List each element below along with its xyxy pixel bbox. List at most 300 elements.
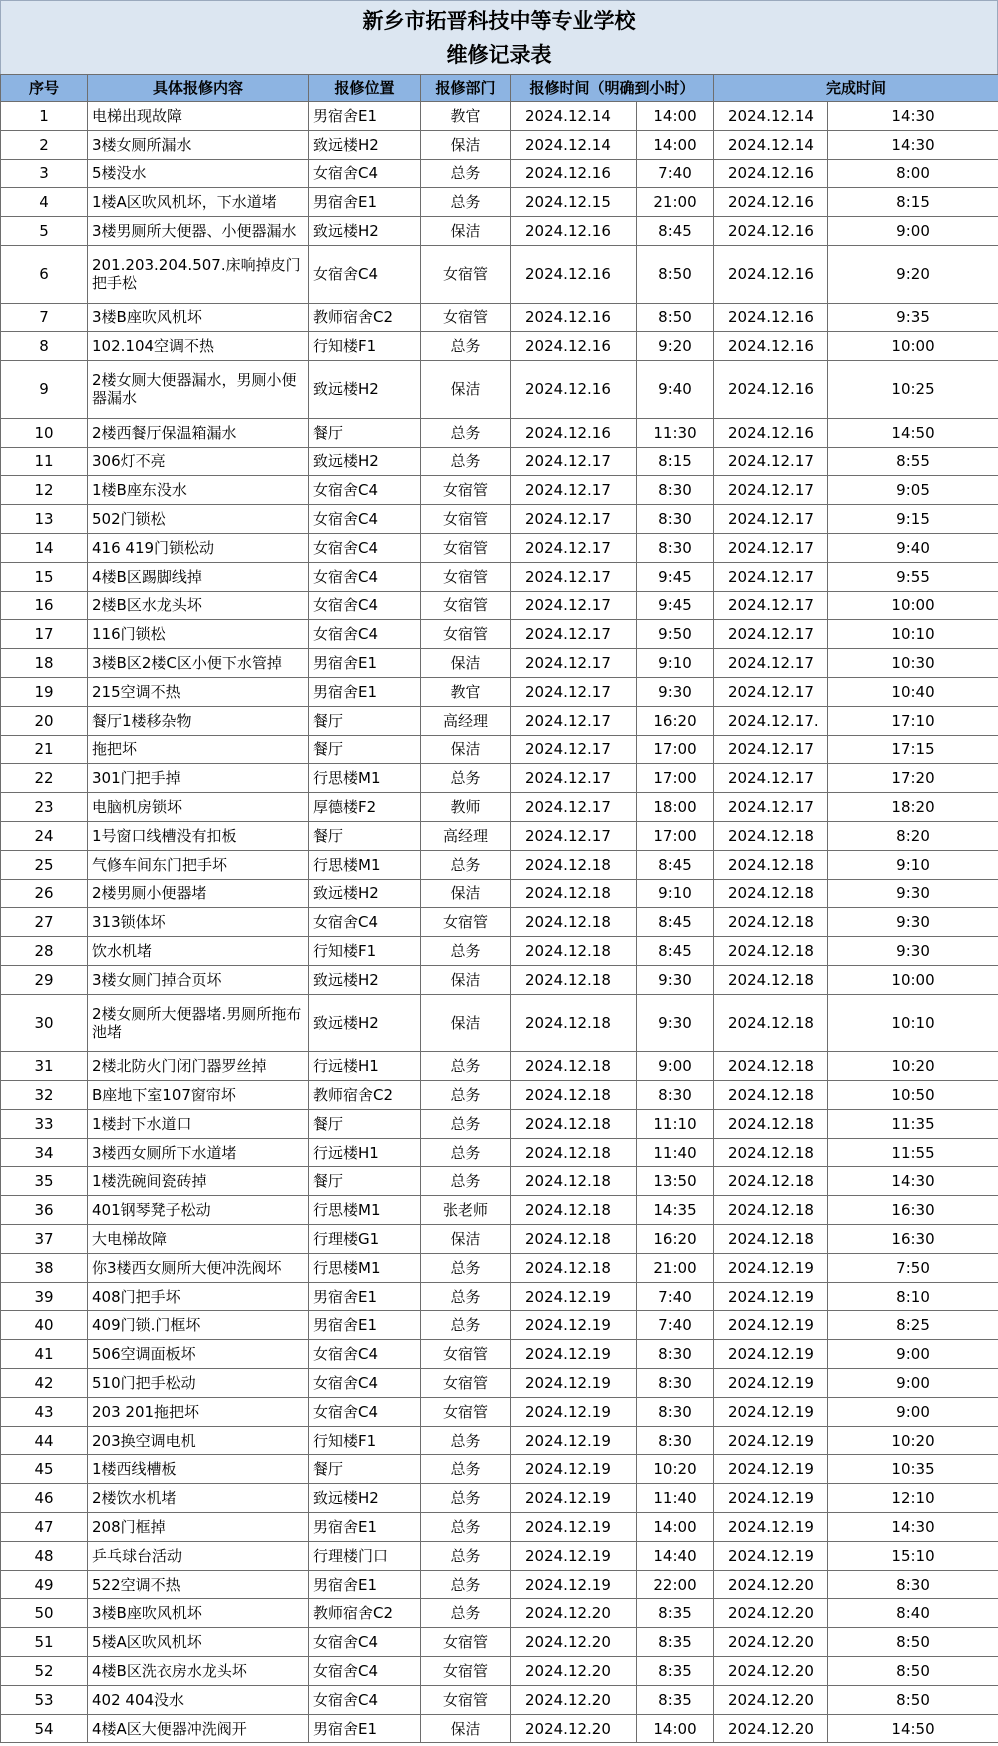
row-index: 48: [1, 1541, 88, 1570]
row-finish-date: 2024.12.14: [714, 130, 828, 159]
row-department: 总务: [421, 332, 511, 361]
row-content: 2楼北防火门闭门器罗丝掉: [88, 1052, 309, 1081]
row-finish-date: 2024.12.18: [714, 1196, 828, 1225]
row-content: 5楼没水: [88, 159, 309, 188]
row-finish-date: 2024.12.16: [714, 303, 828, 332]
row-department: 张老师: [421, 1196, 511, 1225]
row-department: 保洁: [421, 130, 511, 159]
row-report-date: 2024.12.19: [511, 1570, 637, 1599]
row-department: 总务: [421, 1570, 511, 1599]
table-row: [1, 677, 998, 706]
row-report-date: 2024.12.19: [511, 1340, 637, 1369]
row-location: 致远楼H2: [309, 994, 421, 1052]
row-department: 总务: [421, 1541, 511, 1570]
row-location: 致远楼H2: [309, 965, 421, 994]
table-row: [1, 505, 998, 534]
row-finish-time: 10:25: [828, 361, 998, 419]
row-finish-date: 2024.12.19: [714, 1311, 828, 1340]
row-index: 14: [1, 533, 88, 562]
table-row: [1, 994, 998, 1052]
sheet-title: 维修记录表: [446, 42, 552, 67]
table-row: [1, 793, 998, 822]
row-index: 8: [1, 332, 88, 361]
row-finish-date: 2024.12.18: [714, 908, 828, 937]
row-report-date: 2024.12.14: [511, 102, 637, 131]
row-report-date: 2024.12.20: [511, 1599, 637, 1628]
row-report-time: 7:40: [637, 1311, 714, 1340]
row-finish-date: 2024.12.19: [714, 1397, 828, 1426]
row-finish-time: 7:50: [828, 1253, 998, 1282]
row-report-time: 8:30: [637, 476, 714, 505]
row-index: 12: [1, 476, 88, 505]
row-content: 301门把手掉: [88, 764, 309, 793]
row-location: 行知楼F1: [309, 937, 421, 966]
row-report-time: 8:30: [637, 1397, 714, 1426]
row-finish-date: 2024.12.19: [714, 1484, 828, 1513]
row-index: 25: [1, 850, 88, 879]
row-location: 女宿舍C4: [309, 1685, 421, 1714]
row-content: 401钢琴凳子松动: [88, 1196, 309, 1225]
row-location: 女宿舍C4: [309, 1340, 421, 1369]
row-index: 2: [1, 130, 88, 159]
row-report-time: 21:00: [637, 188, 714, 217]
row-content: 3楼女厕所漏水: [88, 130, 309, 159]
row-content: 电脑机房锁坏: [88, 793, 309, 822]
row-index: 36: [1, 1196, 88, 1225]
row-finish-time: 9:30: [828, 908, 998, 937]
row-content: 522空调不热: [88, 1570, 309, 1599]
row-finish-date: 2024.12.18: [714, 994, 828, 1052]
row-finish-date: 2024.12.19: [714, 1455, 828, 1484]
row-department: 总务: [421, 1081, 511, 1110]
row-location: 教师宿舍C2: [309, 1081, 421, 1110]
row-finish-date: 2024.12.20: [714, 1714, 828, 1743]
row-finish-time: 9:20: [828, 245, 998, 303]
row-department: 女宿管: [421, 505, 511, 534]
row-report-time: 14:40: [637, 1541, 714, 1570]
row-report-time: 11:40: [637, 1138, 714, 1167]
row-report-time: 8:30: [637, 505, 714, 534]
row-department: 总务: [421, 1109, 511, 1138]
table-row: [1, 591, 998, 620]
row-finish-date: 2024.12.18: [714, 879, 828, 908]
row-department: 女宿管: [421, 1340, 511, 1369]
row-finish-time: 8:15: [828, 188, 998, 217]
row-department: 保洁: [421, 735, 511, 764]
row-index: 54: [1, 1714, 88, 1743]
row-report-time: 21:00: [637, 1253, 714, 1282]
row-report-date: 2024.12.14: [511, 130, 637, 159]
row-finish-date: 2024.12.20: [714, 1599, 828, 1628]
row-location: 教师宿舍C2: [309, 303, 421, 332]
row-department: 总务: [421, 447, 511, 476]
row-location: 女宿舍C4: [309, 1657, 421, 1686]
row-report-time: 9:30: [637, 965, 714, 994]
row-content: 1楼西线槽板: [88, 1455, 309, 1484]
row-finish-date: 2024.12.17: [714, 533, 828, 562]
row-report-date: 2024.12.15: [511, 188, 637, 217]
row-report-date: 2024.12.17: [511, 591, 637, 620]
row-index: 5: [1, 217, 88, 246]
table-row: [1, 102, 998, 131]
row-location: 男宿舍E1: [309, 188, 421, 217]
row-report-date: 2024.12.19: [511, 1484, 637, 1513]
row-location: 行思楼M1: [309, 1196, 421, 1225]
row-finish-time: 10:20: [828, 1052, 998, 1081]
row-finish-date: 2024.12.20: [714, 1685, 828, 1714]
row-index: 6: [1, 245, 88, 303]
row-finish-date: 2024.12.18: [714, 850, 828, 879]
row-finish-time: 11:35: [828, 1109, 998, 1138]
row-finish-date: 2024.12.17: [714, 447, 828, 476]
row-location: 女宿舍C4: [309, 1397, 421, 1426]
row-report-time: 17:00: [637, 764, 714, 793]
row-index: 32: [1, 1081, 88, 1110]
row-finish-time: 9:30: [828, 879, 998, 908]
row-report-date: 2024.12.18: [511, 937, 637, 966]
row-department: 总务: [421, 159, 511, 188]
row-department: 高经理: [421, 821, 511, 850]
row-department: 保洁: [421, 879, 511, 908]
row-report-date: 2024.12.19: [511, 1311, 637, 1340]
row-report-date: 2024.12.18: [511, 994, 637, 1052]
row-finish-time: 8:00: [828, 159, 998, 188]
row-report-time: 8:30: [637, 1426, 714, 1455]
row-finish-date: 2024.12.17: [714, 649, 828, 678]
row-department: 总务: [421, 1052, 511, 1081]
row-report-date: 2024.12.19: [511, 1426, 637, 1455]
row-location: 男宿舍E1: [309, 102, 421, 131]
row-finish-time: 9:00: [828, 1340, 998, 1369]
row-index: 45: [1, 1455, 88, 1484]
row-finish-time: 9:30: [828, 937, 998, 966]
row-report-time: 8:45: [637, 908, 714, 937]
row-location: 男宿舍E1: [309, 1570, 421, 1599]
row-index: 38: [1, 1253, 88, 1282]
row-report-date: 2024.12.18: [511, 1167, 637, 1196]
row-report-date: 2024.12.20: [511, 1657, 637, 1686]
row-finish-time: 8:30: [828, 1570, 998, 1599]
row-report-time: 9:45: [637, 562, 714, 591]
header-report-time: 报修时间（明确到小时）: [511, 75, 714, 102]
row-content: 116门锁松: [88, 620, 309, 649]
row-finish-date: 2024.12.18: [714, 1052, 828, 1081]
row-index: 46: [1, 1484, 88, 1513]
row-index: 30: [1, 994, 88, 1052]
row-content: 409门锁.门框坏: [88, 1311, 309, 1340]
row-content: 1楼A区吹风机坏，下水道堵: [88, 188, 309, 217]
row-report-time: 8:45: [637, 937, 714, 966]
row-index: 26: [1, 879, 88, 908]
row-location: 女宿舍C4: [309, 476, 421, 505]
table-row: [1, 1541, 998, 1570]
row-content: 1楼洗碗间瓷砖掉: [88, 1167, 309, 1196]
row-index: 7: [1, 303, 88, 332]
row-finish-date: 2024.12.17: [714, 505, 828, 534]
row-index: 10: [1, 418, 88, 447]
table-row: [1, 1253, 998, 1282]
table-row: [1, 217, 998, 246]
row-report-time: 16:20: [637, 706, 714, 735]
row-index: 16: [1, 591, 88, 620]
row-finish-time: 8:10: [828, 1282, 998, 1311]
row-index: 21: [1, 735, 88, 764]
row-department: 女宿管: [421, 1397, 511, 1426]
row-index: 18: [1, 649, 88, 678]
row-content: 5楼A区吹风机坏: [88, 1628, 309, 1657]
row-department: 教师: [421, 793, 511, 822]
table-row: [1, 1052, 998, 1081]
row-content: 4楼B区洗衣房水龙头坏: [88, 1657, 309, 1686]
row-finish-time: 10:30: [828, 649, 998, 678]
table-row: [1, 1109, 998, 1138]
row-report-date: 2024.12.16: [511, 332, 637, 361]
row-content: 201.203.204.507.床响掉皮门把手松: [88, 245, 309, 303]
row-content: 2楼西餐厅保温箱漏水: [88, 418, 309, 447]
header-index: 序号: [1, 75, 88, 102]
row-department: 总务: [421, 188, 511, 217]
row-content: 2楼饮水机堵: [88, 1484, 309, 1513]
row-finish-time: 17:15: [828, 735, 998, 764]
row-content: 2楼男厕小便器堵: [88, 879, 309, 908]
row-report-date: 2024.12.18: [511, 1138, 637, 1167]
row-finish-date: 2024.12.18: [714, 821, 828, 850]
row-report-date: 2024.12.18: [511, 965, 637, 994]
row-report-date: 2024.12.19: [511, 1513, 637, 1542]
row-content: 3楼女厕门掉合页坏: [88, 965, 309, 994]
row-finish-date: 2024.12.14: [714, 102, 828, 131]
row-report-time: 8:35: [637, 1628, 714, 1657]
row-content: 1楼封下水道口: [88, 1109, 309, 1138]
row-location: 致远楼H2: [309, 361, 421, 419]
table-row: [1, 1657, 998, 1686]
row-finish-date: 2024.12.20: [714, 1657, 828, 1686]
table-row: [1, 1714, 998, 1743]
row-report-date: 2024.12.16: [511, 361, 637, 419]
table-row: [1, 1369, 998, 1398]
row-report-time: 14:00: [637, 1714, 714, 1743]
row-finish-time: 10:10: [828, 994, 998, 1052]
row-location: 女宿舍C4: [309, 245, 421, 303]
row-content: 3楼男厕所大便器、小便器漏水: [88, 217, 309, 246]
table-row: [1, 908, 998, 937]
row-index: 50: [1, 1599, 88, 1628]
row-report-date: 2024.12.17: [511, 735, 637, 764]
row-report-date: 2024.12.20: [511, 1685, 637, 1714]
row-department: 女宿管: [421, 908, 511, 937]
row-location: 厚德楼F2: [309, 793, 421, 822]
row-department: 总务: [421, 1282, 511, 1311]
row-department: 女宿管: [421, 1628, 511, 1657]
repair-table: [0, 74, 998, 1743]
row-report-time: 22:00: [637, 1570, 714, 1599]
row-location: 女宿舍C4: [309, 1628, 421, 1657]
row-finish-time: 16:30: [828, 1196, 998, 1225]
row-location: 餐厅: [309, 1455, 421, 1484]
row-finish-time: 10:00: [828, 332, 998, 361]
row-report-time: 18:00: [637, 793, 714, 822]
row-department: 保洁: [421, 994, 511, 1052]
row-finish-time: 16:30: [828, 1225, 998, 1254]
row-finish-time: 10:40: [828, 677, 998, 706]
row-content: 2楼女厕所大便器堵.男厕所拖布池堵: [88, 994, 309, 1052]
row-report-time: 7:40: [637, 159, 714, 188]
row-report-date: 2024.12.20: [511, 1628, 637, 1657]
row-content: 2楼女厕大便器漏水，男厕小便器漏水: [88, 361, 309, 419]
row-department: 保洁: [421, 649, 511, 678]
row-report-date: 2024.12.17: [511, 764, 637, 793]
row-department: 教官: [421, 102, 511, 131]
row-finish-time: 8:50: [828, 1657, 998, 1686]
row-finish-time: 15:10: [828, 1541, 998, 1570]
table-row: [1, 303, 998, 332]
row-report-time: 8:15: [637, 447, 714, 476]
row-report-time: 8:30: [637, 1369, 714, 1398]
row-location: 男宿舍E1: [309, 1513, 421, 1542]
table-row: [1, 965, 998, 994]
row-content: 气修车间东门把手坏: [88, 850, 309, 879]
row-department: 保洁: [421, 217, 511, 246]
row-finish-date: 2024.12.19: [714, 1282, 828, 1311]
row-finish-time: 10:00: [828, 965, 998, 994]
row-content: 306灯不亮: [88, 447, 309, 476]
row-department: 女宿管: [421, 620, 511, 649]
row-index: 35: [1, 1167, 88, 1196]
row-location: 餐厅: [309, 821, 421, 850]
title-block: [0, 0, 998, 74]
row-finish-date: 2024.12.17: [714, 735, 828, 764]
row-department: 女宿管: [421, 1685, 511, 1714]
row-location: 男宿舍E1: [309, 1311, 421, 1340]
row-location: 教师宿舍C2: [309, 1599, 421, 1628]
row-index: 33: [1, 1109, 88, 1138]
row-finish-time: 9:00: [828, 1369, 998, 1398]
row-location: 行理楼G1: [309, 1225, 421, 1254]
row-content: 208门框掉: [88, 1513, 309, 1542]
row-location: 女宿舍C4: [309, 505, 421, 534]
row-report-date: 2024.12.17: [511, 649, 637, 678]
table-row: [1, 1397, 998, 1426]
row-finish-time: 14:30: [828, 1513, 998, 1542]
row-finish-time: 14:30: [828, 130, 998, 159]
row-report-date: 2024.12.16: [511, 418, 637, 447]
row-location: 女宿舍C4: [309, 620, 421, 649]
row-location: 致远楼H2: [309, 130, 421, 159]
row-finish-time: 10:20: [828, 1426, 998, 1455]
table-row: [1, 620, 998, 649]
row-finish-time: 9:00: [828, 1397, 998, 1426]
row-finish-time: 14:30: [828, 102, 998, 131]
row-department: 保洁: [421, 965, 511, 994]
row-index: 44: [1, 1426, 88, 1455]
row-finish-date: 2024.12.16: [714, 217, 828, 246]
row-location: 男宿舍E1: [309, 1714, 421, 1743]
row-index: 37: [1, 1225, 88, 1254]
row-department: 女宿管: [421, 1369, 511, 1398]
row-location: 行思楼M1: [309, 850, 421, 879]
row-finish-time: 8:25: [828, 1311, 998, 1340]
table-row: [1, 937, 998, 966]
row-report-time: 8:45: [637, 850, 714, 879]
row-report-time: 8:50: [637, 245, 714, 303]
row-report-date: 2024.12.17: [511, 821, 637, 850]
row-index: 17: [1, 620, 88, 649]
row-finish-date: 2024.12.19: [714, 1426, 828, 1455]
table-row: [1, 821, 998, 850]
row-finish-time: 10:35: [828, 1455, 998, 1484]
row-index: 11: [1, 447, 88, 476]
row-finish-time: 10:10: [828, 620, 998, 649]
row-department: 保洁: [421, 361, 511, 419]
table-row: [1, 1570, 998, 1599]
row-finish-time: 8:50: [828, 1685, 998, 1714]
row-location: 餐厅: [309, 735, 421, 764]
row-finish-date: 2024.12.16: [714, 159, 828, 188]
row-content: 3楼西女厕所下水道堵: [88, 1138, 309, 1167]
row-index: 47: [1, 1513, 88, 1542]
row-index: 22: [1, 764, 88, 793]
row-report-date: 2024.12.17: [511, 706, 637, 735]
row-index: 15: [1, 562, 88, 591]
row-location: 行远楼H1: [309, 1138, 421, 1167]
table-row: [1, 130, 998, 159]
row-content: 402 404没水: [88, 1685, 309, 1714]
row-location: 女宿舍C4: [309, 562, 421, 591]
row-report-time: 17:00: [637, 821, 714, 850]
row-index: 1: [1, 102, 88, 131]
row-finish-date: 2024.12.17: [714, 764, 828, 793]
row-finish-time: 17:10: [828, 706, 998, 735]
row-content: 203换空调电机: [88, 1426, 309, 1455]
table-row: [1, 1513, 998, 1542]
row-finish-date: 2024.12.17: [714, 562, 828, 591]
row-index: 53: [1, 1685, 88, 1714]
row-location: 女宿舍C4: [309, 908, 421, 937]
row-department: 保洁: [421, 1714, 511, 1743]
row-content: 电梯出现故障: [88, 102, 309, 131]
row-finish-time: 11:55: [828, 1138, 998, 1167]
row-report-date: 2024.12.17: [511, 476, 637, 505]
table-row: [1, 1685, 998, 1714]
table-row: [1, 706, 998, 735]
row-content: 乒乓球台活动: [88, 1541, 309, 1570]
row-location: 女宿舍C4: [309, 533, 421, 562]
row-index: 51: [1, 1628, 88, 1657]
row-report-time: 14:35: [637, 1196, 714, 1225]
row-index: 4: [1, 188, 88, 217]
row-index: 9: [1, 361, 88, 419]
header-content: 具体报修内容: [88, 75, 309, 102]
row-report-date: 2024.12.17: [511, 620, 637, 649]
row-content: 3楼B座吹风机坏: [88, 303, 309, 332]
table-row: [1, 159, 998, 188]
row-content: 510门把手松动: [88, 1369, 309, 1398]
header-finish-time: 完成时间: [714, 75, 998, 102]
row-report-time: 8:35: [637, 1599, 714, 1628]
row-finish-date: 2024.12.16: [714, 188, 828, 217]
row-report-date: 2024.12.20: [511, 1714, 637, 1743]
row-finish-date: 2024.12.17: [714, 793, 828, 822]
row-report-time: 9:00: [637, 1052, 714, 1081]
row-report-time: 9:45: [637, 591, 714, 620]
table-row: [1, 735, 998, 764]
row-report-date: 2024.12.18: [511, 1081, 637, 1110]
row-finish-time: 10:50: [828, 1081, 998, 1110]
row-report-date: 2024.12.18: [511, 1196, 637, 1225]
table-row: [1, 418, 998, 447]
row-location: 男宿舍E1: [309, 1282, 421, 1311]
row-report-date: 2024.12.16: [511, 245, 637, 303]
